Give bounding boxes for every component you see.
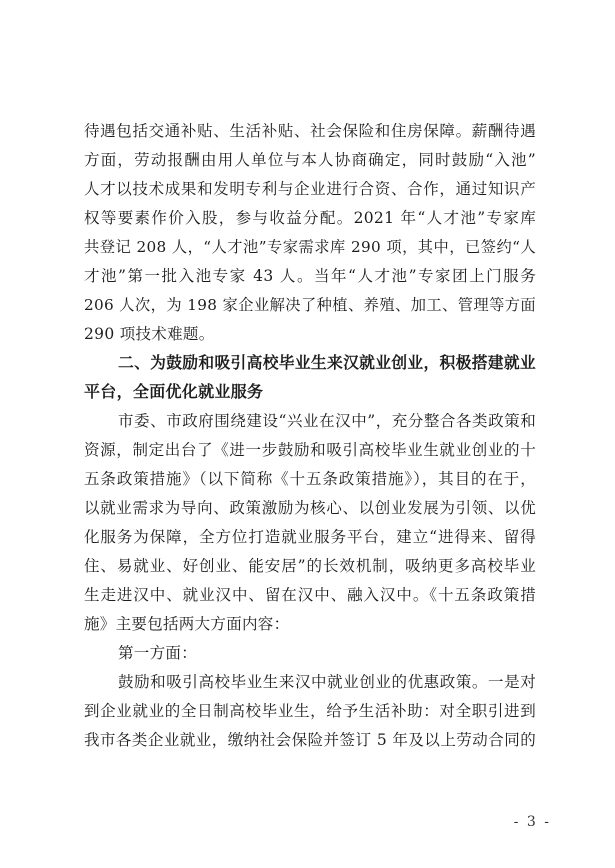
paragraph-line: 以就业需求为导向、政策激励为核心、以创业发展为引领、以优	[84, 499, 536, 517]
paragraph-line: 到企业就业的全日制高校毕业生，给予生活补助：对全职引进到	[84, 702, 536, 720]
paragraph-line: 资源，制定出台了《进一步鼓励和吸引高校毕业生就业创业的十	[84, 441, 536, 459]
section-heading: 平台，全面优化就业服务	[84, 382, 264, 401]
paragraph-line: 我市各类企业就业，缴纳社会保险并签订 5 年及以上劳动合同的	[84, 731, 536, 749]
paragraph-line: 五条政策措施》（以下简称《十五条政策措施》），其目的在于，	[84, 470, 536, 488]
paragraph-line: 市委、市政府围绕建设“兴业在汉中”，充分整合各类政策和	[118, 412, 536, 430]
paragraph-line: 鼓励和吸引高校毕业生来汉中就业创业的优惠政策。一是对	[118, 673, 536, 691]
paragraph-line: 生走进汉中、就业汉中、留在汉中、融入汉中。《十五条政策措	[84, 586, 536, 604]
paragraph-line: 290 项技术难题。	[84, 325, 215, 343]
section-heading: 二、为鼓励和吸引高校毕业生来汉就业创业，积极搭建就业	[118, 353, 536, 372]
paragraph-line: 人才以技术成果和发明专利与企业进行合资、合作，通过知识产	[84, 180, 536, 198]
paragraph-line: 住、易就业、好创业、能安居”的长效机制，吸纳更多高校毕业	[84, 557, 536, 575]
paragraph-line: 206 人次，为 198 家企业解决了种植、养殖、加工、管理等方面	[84, 296, 536, 314]
subheading: 第一方面：	[118, 644, 198, 662]
paragraph-line: 权等要素作价入股，参与收益分配。2021 年“人才池”专家库	[84, 209, 536, 227]
paragraph-line: 待遇包括交通补贴、生活补贴、社会保险和住房保障。薪酬待遇	[84, 122, 536, 140]
page-number: - 3 -	[513, 814, 551, 830]
paragraph-line: 化服务为保障，全方位打造就业服务平台，建立“进得来、留得	[84, 528, 536, 546]
paragraph-line: 共登记 208 人，“人才池”专家需求库 290 项，其中，已签约“人	[84, 238, 536, 256]
paragraph-line: 方面，劳动报酬由用人单位与本人协商确定，同时鼓励“入池”	[84, 151, 536, 169]
paragraph-line: 才池”第一批入池专家 43 人。当年“人才池”专家团上门服务	[84, 267, 536, 285]
paragraph-line: 施》主要包括两大方面内容：	[84, 615, 290, 633]
